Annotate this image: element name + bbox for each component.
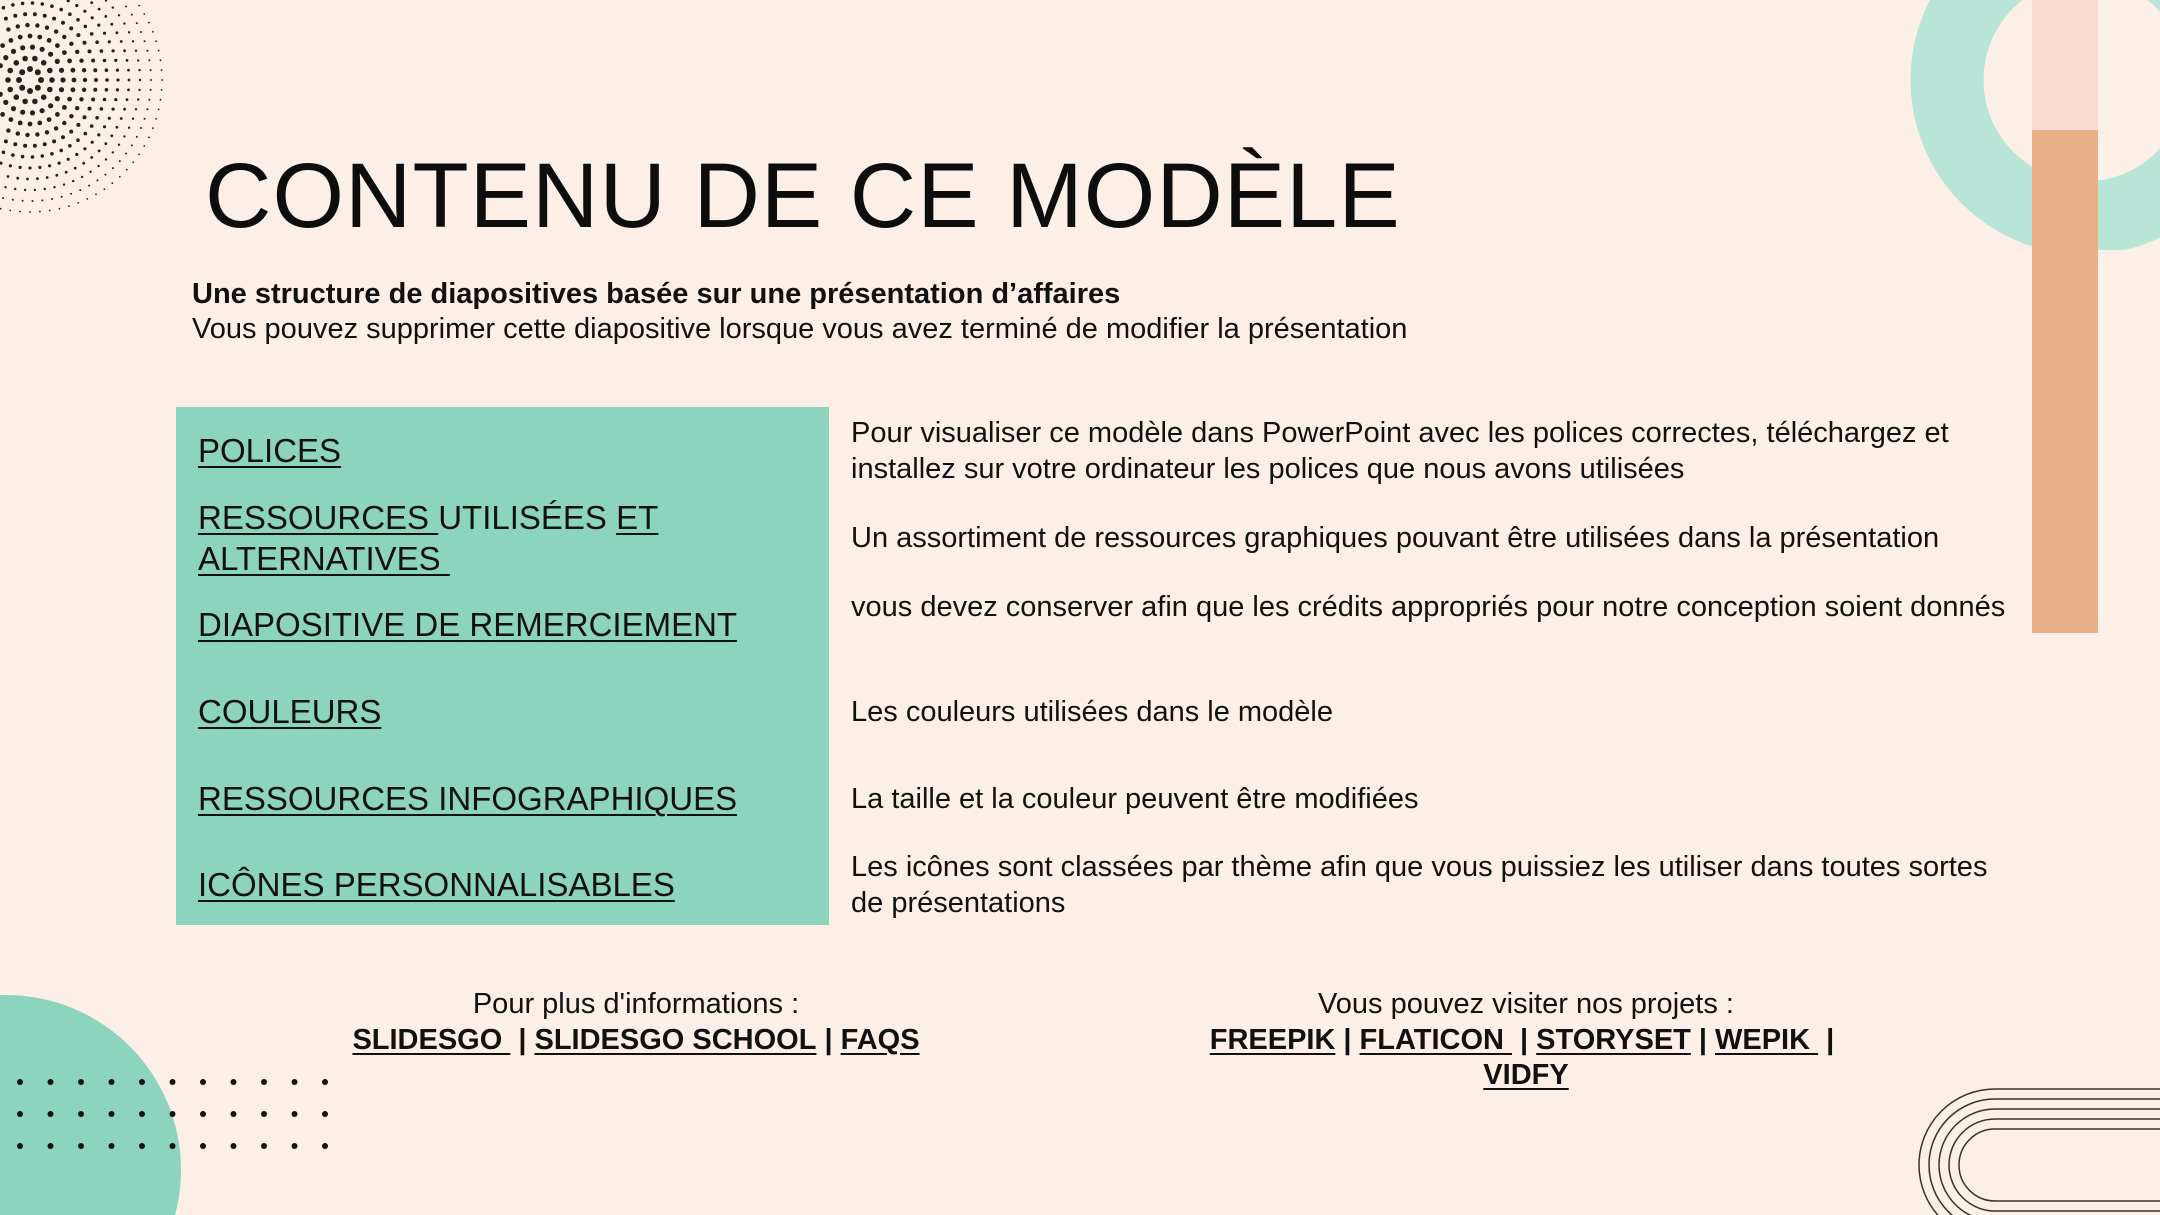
- separator: |: [1520, 1024, 1529, 1056]
- footer-info-label: Pour plus d'informations :: [472, 988, 800, 1020]
- dot-pattern-decoration: [0, 0, 180, 230]
- item-description-icones: Les icônes sont classées par thème afin que vous puissiez les utiliser dans toutes sortes de présentations: [851, 851, 1988, 919]
- contents-panel: [176, 407, 829, 925]
- light-peach-bar-decoration: [2032, 0, 2098, 130]
- link-slidesgo[interactable]: SLIDESGO: [352, 1024, 511, 1056]
- item-label-remerciement[interactable]: [198, 604, 737, 645]
- item-label-couleurs[interactable]: [198, 691, 381, 732]
- link-icones[interactable]: ICÔNES PERSONNALISABLES: [198, 866, 675, 903]
- footer-info-links: [286, 1024, 986, 1057]
- item-description-couleurs: Les couleurs utilisées dans le modèle: [851, 696, 1333, 728]
- page-subtitle-bold: Une structure de diapositives basée sur une présentation d’affaires: [192, 278, 1121, 310]
- item-description-infographiques: La taille et la couleur peuvent être modifiées: [851, 783, 1419, 815]
- link-ressources[interactable]: RESSOURCES: [198, 499, 439, 536]
- separator: |: [1698, 1024, 1707, 1056]
- separator: |: [1826, 1024, 1835, 1056]
- page-title: CONTENU DE CE MODÈLE: [205, 145, 1401, 247]
- link-alternatives[interactable]: ALTERNATIVES: [198, 540, 450, 577]
- link-vidfy[interactable]: VIDFY: [1483, 1059, 1569, 1091]
- separator: |: [518, 1024, 527, 1056]
- peach-bar-decoration: [2032, 130, 2098, 633]
- item-label-icones[interactable]: [198, 864, 675, 905]
- link-remerciement[interactable]: DIAPOSITIVE DE REMERCIEMENT: [198, 606, 738, 643]
- concentric-lines-decoration: [1915, 1085, 2160, 1215]
- dot-grid-decoration: [0, 1070, 330, 1160]
- link-flaticon[interactable]: FLATICON: [1359, 1024, 1513, 1056]
- separator: |: [824, 1024, 833, 1056]
- item-description-ressources: Un assortiment de ressources graphiques pouvant être utilisées dans la présentation: [851, 522, 1940, 554]
- link-couleurs[interactable]: COULEURS: [198, 693, 382, 730]
- footer-projects-label: Vous pouvez visiter nos projets :: [1318, 988, 1734, 1020]
- item-label-polices[interactable]: [198, 430, 341, 471]
- link-faqs[interactable]: FAQS: [840, 1024, 920, 1056]
- link-storyset[interactable]: STORYSET: [1536, 1024, 1691, 1056]
- link-infographiques[interactable]: RESSOURCES INFOGRAPHIQUES: [198, 780, 738, 817]
- footer-projects-links: [1176, 1024, 1876, 1092]
- page-subtitle: Vous pouvez supprimer cette diapositive lorsque vous avez terminé de modifier la présentation: [192, 313, 1408, 345]
- item-label-infographiques[interactable]: [198, 778, 737, 819]
- link-wepik[interactable]: WEPIK: [1715, 1024, 1819, 1056]
- link-et[interactable]: ET: [616, 499, 659, 536]
- item-label-ressources[interactable]: [198, 497, 658, 579]
- mint-ring-decoration: [1900, 0, 2160, 250]
- item-description-remerciement: vous devez conserver afin que les crédits appropriés pour notre conception soient donnés: [851, 591, 2006, 623]
- link-freepik[interactable]: FREEPIK: [1209, 1024, 1336, 1056]
- link-polices[interactable]: POLICES: [198, 432, 342, 469]
- link-slidesgo-school[interactable]: SLIDESGO SCHOOL: [534, 1024, 817, 1056]
- separator: |: [1343, 1024, 1352, 1056]
- label-utilisees: UTILISÉES: [438, 499, 617, 536]
- item-description-polices: Pour visualiser ce modèle dans PowerPoint avec les polices correctes, téléchargez et installez sur votre ordinateur les polices que nous avons utilisées: [851, 417, 1949, 485]
